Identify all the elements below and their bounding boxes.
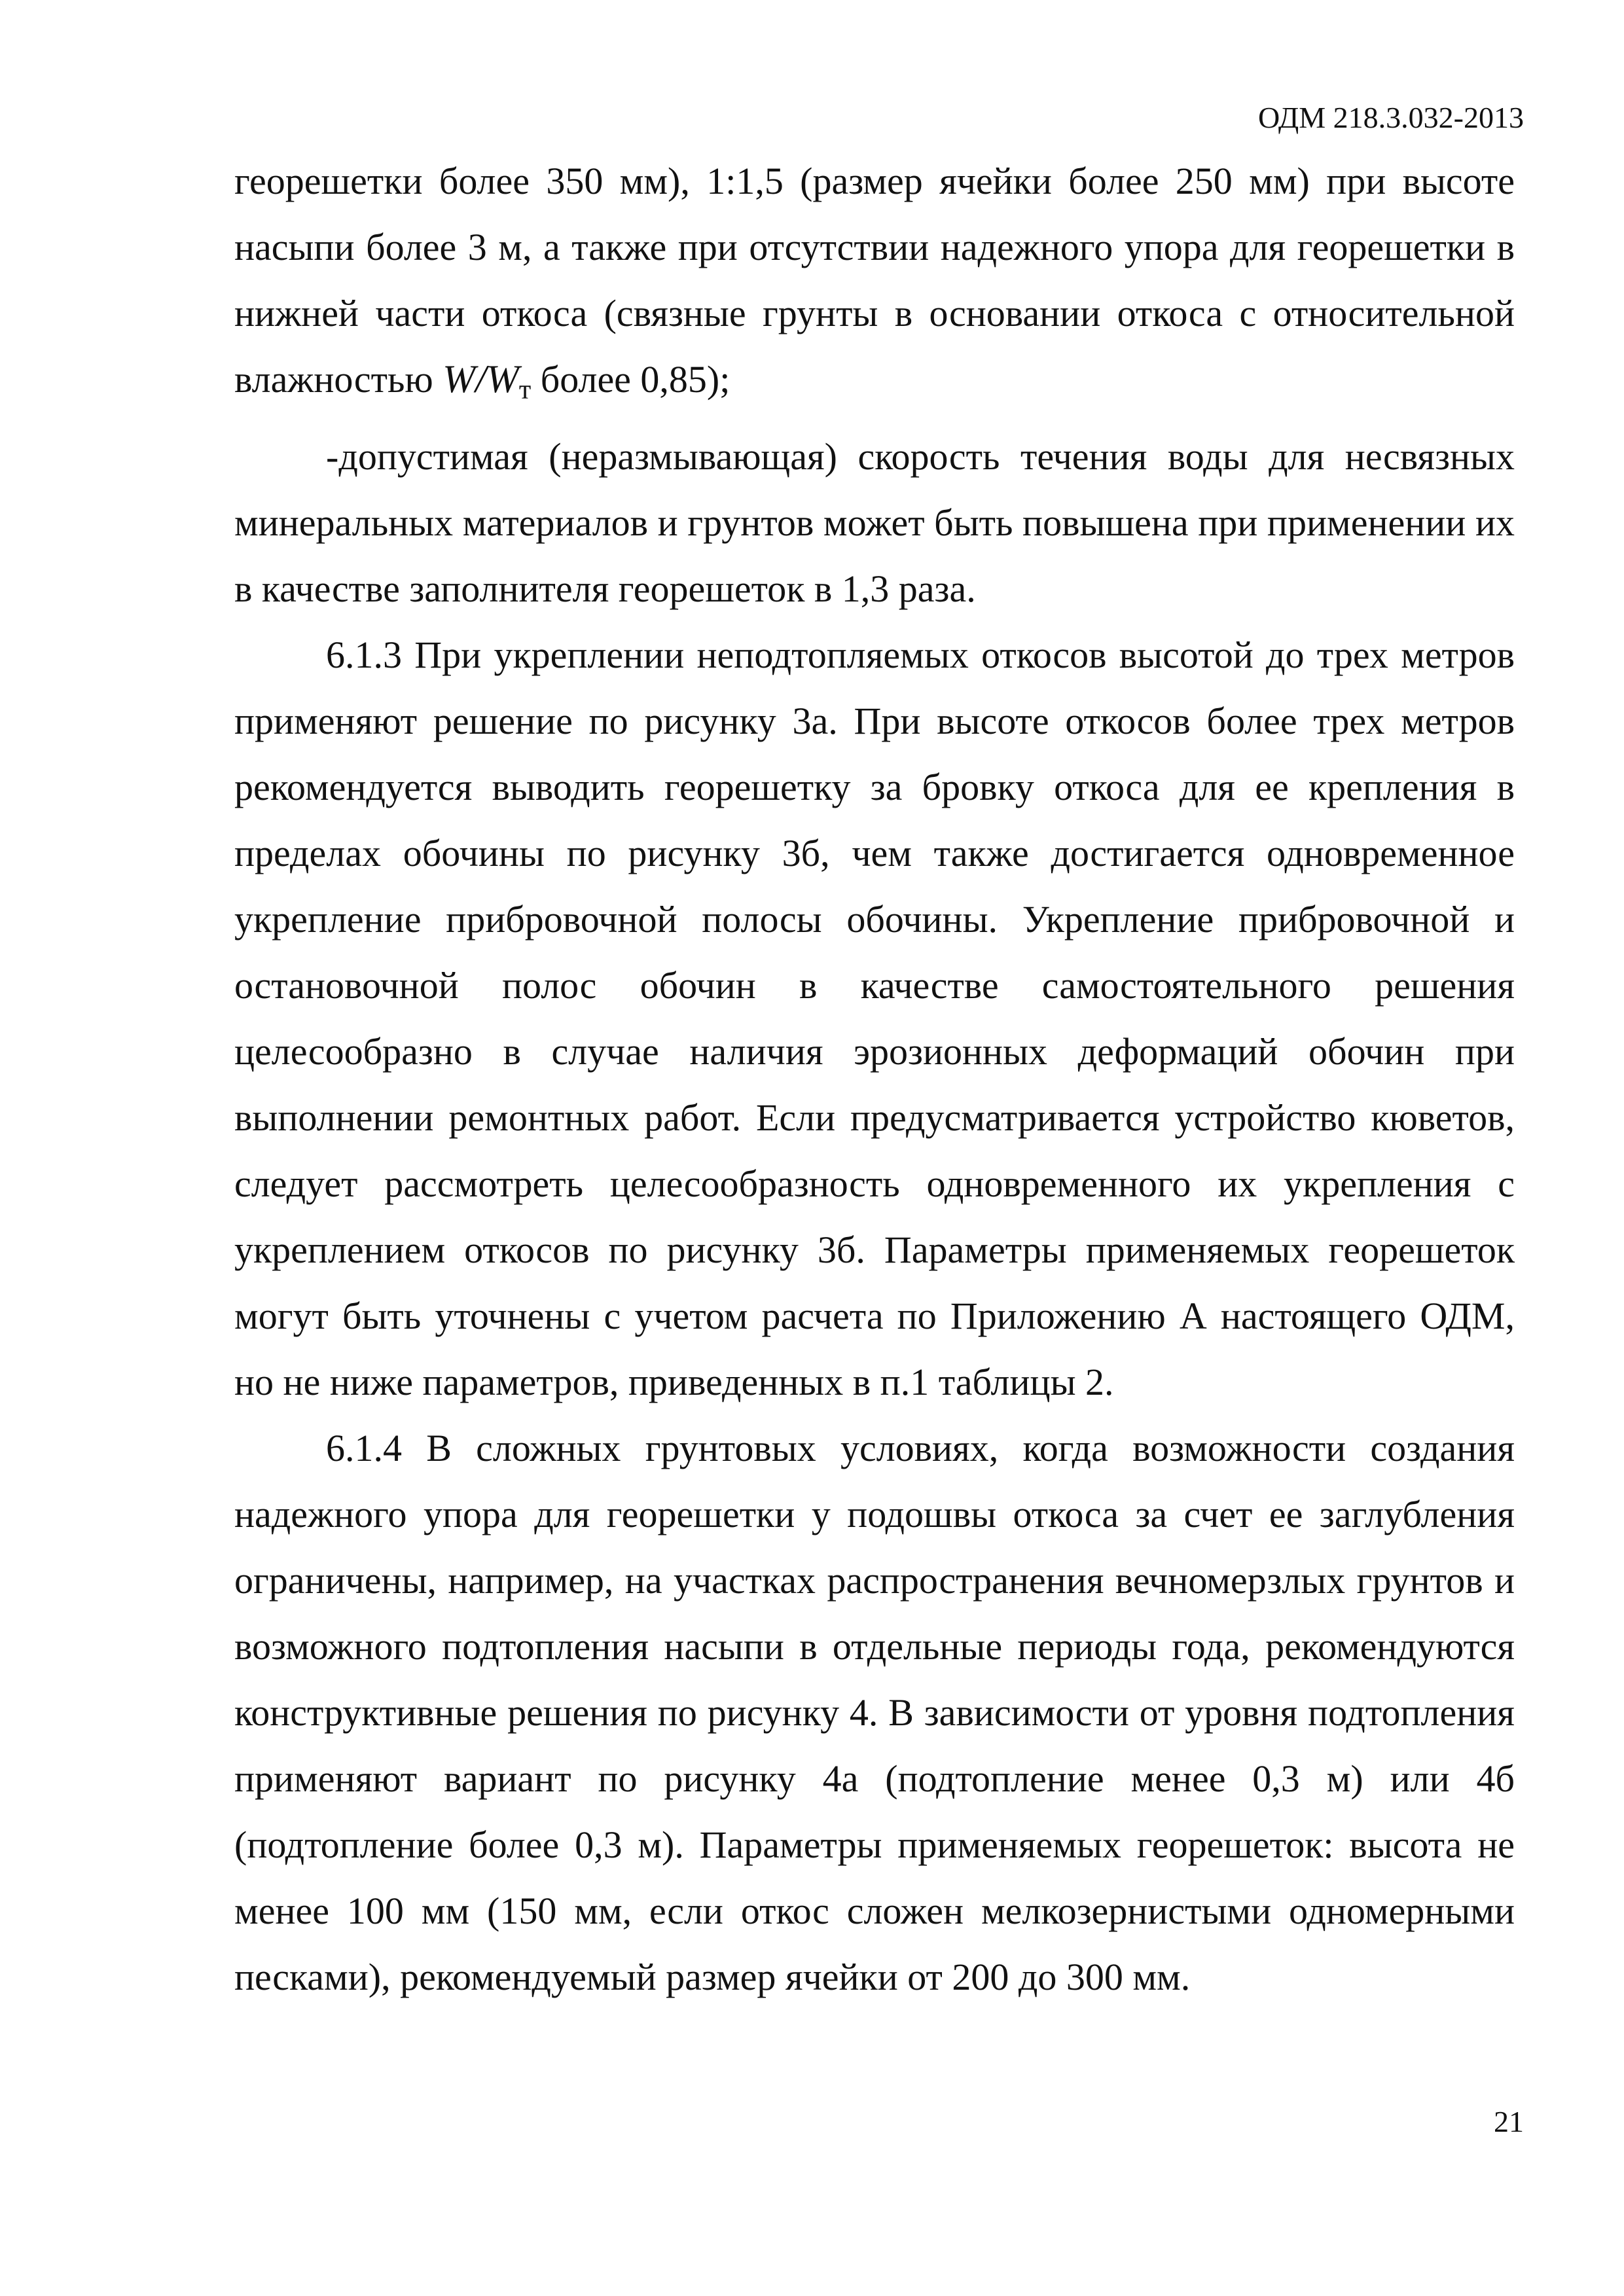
formula-main: W/W (442, 357, 519, 401)
moisture-ratio-formula (442, 357, 532, 405)
paragraph-continuation (234, 148, 1515, 423)
paragraph-6-1-3: 6.1.3 При укреплении неподтопляемых откосов высотой до трех метров применяют решение по рисунку 3а. При высоте откосов более трех метров рекомендуется выводить георешетку за бровку откоса для ее крепления в пределах обочины по рисунку 3б, чем также достигается одновременное укрепление прибровочной полосы обочины. Укрепление прибровочной и остановочной полос обочин в качестве самостоятельного решения целесообразно в случае наличия эрозионных деформаций обочин при выполнении ремонтных работ. Если предусматривается устройство кюветов, следует рассмотреть целесообразность одновременного их укрепления с укреплением откосов по рисунку 3б. Параметры применяемых георешеток могут быть уточнены с учетом расчета по Приложению А настоящего ОДМ, но не ниже параметров, приведенных в п.1 таблицы 2. (234, 634, 1515, 1403)
paragraph-list-item: -допустимая (неразмывающая) скорость течения воды для несвязных минеральных материалов и грунтов может быть повышена при применении их в качестве заполнителя георешеток в 1,3 раза. (234, 435, 1515, 610)
document-code: ОДМ 218.3.032-2013 (1257, 101, 1524, 134)
formula-subscript: т (518, 375, 532, 405)
paragraph-text-end: более 0,85); (531, 358, 731, 401)
page-number: 21 (1494, 2105, 1524, 2138)
paragraph-6-1-4: 6.1.4 В сложных грунтовых условиях, когда возможности создания надежного упора для георешетки у подошвы откоса за счет ее заглубления ограничены, например, на участках распространения вечномерзлых грунтов и возможного подтопления насыпи в отдельные периоды года, рекомендуются конструктивные решения по рисунку 4. В зависимости от уровня подтопления применяют вариант по рисунку 4а (подтопление менее 0,3 м) или 4б (подтопление более 0,3 м). Параметры применяемых георешеток: высота не менее 100 мм (150 мм, если откос сложен мелкозернистыми одномерными песками), рекомендуемый размер ячейки от 200 до 300 мм. (234, 1427, 1515, 1998)
body-text (234, 148, 1515, 2010)
paragraph-text: георешетки более 350 мм), 1:1,5 (размер ячейки более 250 мм) при высоте насыпи более 3 м, а также при отсутствии надежного упора для георешетки в нижней части откоса (связные грунты в основании откоса с относительной влажностью (234, 160, 1515, 401)
